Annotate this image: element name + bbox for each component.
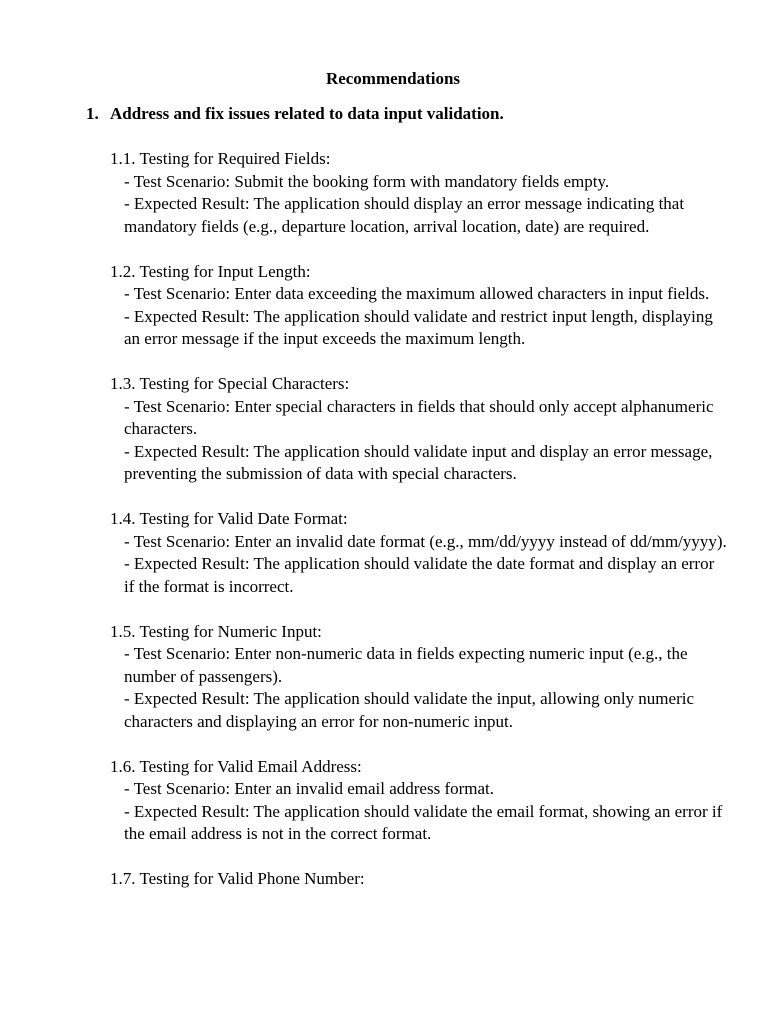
expected-result: - Expected Result: The application should validate the email format, showing an error if the email address is not in the correct format. [124,801,727,843]
section-valid-phone [110,868,728,891]
section-heading: 1.7. Testing for Valid Phone Number: [110,869,365,888]
expected-result: - Expected Result: The application should validate the date format and display an error if the format is incorrect. [124,554,719,596]
section-valid-email [110,756,728,846]
test-scenario: - Test Scenario: Enter an invalid email address format. [124,779,495,798]
section-heading: 1.5. Testing for Numeric Input: [110,621,322,641]
test-scenario: - Test Scenario: Enter non-numeric data in fields expecting numeric input (e.g., the number of passengers). [124,644,692,686]
test-scenario: - Test Scenario: Enter special characters in fields that should only accept alphanumeric characters. [124,396,718,438]
section-numeric-input [110,621,728,734]
section-required-fields [110,148,728,238]
section-heading: 1.3. Testing for Special Characters: [110,374,350,393]
section-special-characters [110,373,728,486]
expected-result: - Expected Result: The application should validate input and display an error message, preventing the submission of data with special characters. [124,441,717,483]
main-item-text: Address and fix issues related to data input validation. [110,104,504,123]
test-scenario: - Test Scenario: Enter an invalid date format (e.g., mm/dd/yyyy instead of dd/mm/yyyy). [124,531,727,551]
main-list-item [86,103,726,125]
section-heading: 1.2. Testing for Input Length: [110,261,311,281]
test-scenario: - Test Scenario: Submit the booking form with mandatory fields empty. [124,171,610,191]
section-valid-date-format [110,508,728,598]
main-item-number: 1. [86,104,99,123]
expected-result: - Expected Result: The application should display an error message indicating that mandatory fields (e.g., departure location, arrival location, date) are required. [124,194,689,236]
test-scenario: - Test Scenario: Enter data exceeding the maximum allowed characters in input fields. [124,284,710,303]
section-heading: 1.4. Testing for Valid Date Format: [110,509,348,528]
section-heading: 1.6. Testing for Valid Email Address: [110,756,362,776]
section-input-length [110,261,728,351]
document-title: Recommendations [325,69,461,88]
expected-result: - Expected Result: The application should validate the input, allowing only numeric characters and displaying an error for non-numeric input. [124,689,699,731]
section-heading: 1.1. Testing for Required Fields: [110,149,331,168]
expected-result: - Expected Result: The application should validate and restrict input length, displaying an error message if the input exceeds the maximum length. [124,306,718,348]
test-sections [110,148,728,913]
